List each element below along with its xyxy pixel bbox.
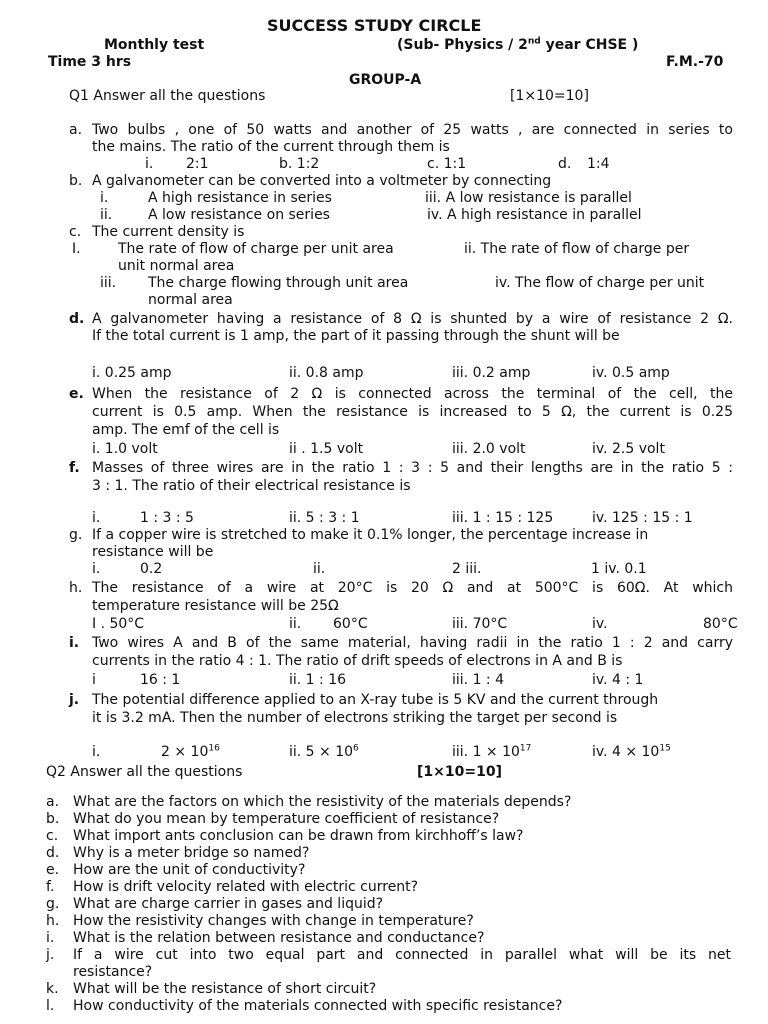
q2-item-text: What are charge carrier in gases and liquid?	[73, 896, 384, 912]
q1c-opt-iv-cont: normal area	[148, 292, 233, 308]
q1e-opt-iii: iii. 2.0 volt	[452, 441, 526, 457]
q1c-opt-iii-num: iii.	[100, 275, 117, 291]
q1-heading: Q1 Answer all the questions	[69, 88, 266, 104]
q2-item-text: What are the factors on which the resistivity of the materials depends?	[73, 794, 572, 810]
q1f-text-1: Masses of three wires are in the ratio 1 : 3 : 5 and their lengths are in the ratio 5 :	[92, 460, 733, 476]
subject-post: year CHSE )	[540, 37, 639, 53]
q1a-opt-d: d.	[558, 156, 572, 172]
q1d-opt-iii: iii. 0.2 amp	[452, 365, 531, 381]
q1j-opt-i-base: 2 × 10	[161, 744, 209, 760]
q1e-opt-ii: ii . 1.5 volt	[289, 441, 364, 457]
q2-item-label: k.	[46, 981, 59, 997]
q1h-opt-iv: 80°C	[703, 616, 738, 632]
q1j-label: j.	[69, 692, 80, 708]
q1b-opt-i: A high resistance in series	[148, 190, 332, 206]
q2-item-label: e.	[46, 862, 60, 878]
q1b-opt-iii: iii. A low resistance is parallel	[425, 190, 632, 206]
q1j-opt-iii-exp: 17	[519, 743, 532, 754]
q1e-label: e.	[69, 386, 84, 402]
q1a-opt-i-val: 2:1	[186, 156, 209, 172]
q2-item-text: What import ants conclusion can be drawn from kirchhoff’s law?	[73, 828, 524, 844]
q1h-text-1: The resistance of a wire at 20°C is 20 Ω and at 500°C is 60Ω. At which	[92, 580, 733, 596]
q2-item-label: f.	[46, 879, 55, 895]
q2-item-text: How conductivity of the materials connected with specific resistance?	[73, 998, 563, 1014]
q1h-opt-iii: iii. 70°C	[452, 616, 508, 632]
q1j-opt-iii	[452, 744, 531, 761]
q1j-opt-iii-base: iii. 1 × 10	[452, 744, 520, 760]
q2-item-label: h.	[46, 913, 60, 929]
group-heading: GROUP-A	[349, 72, 422, 88]
q2-item-label: a.	[46, 794, 60, 810]
q1a-opt-d-val: 1:4	[587, 156, 610, 172]
q1b-opt-iv: iv. A high resistance in parallel	[427, 207, 642, 223]
q1b-opt-i-num: i.	[100, 190, 109, 206]
q2-item-label: b.	[46, 811, 60, 827]
q2-item-text: How is drift velocity related with electric current?	[73, 879, 419, 895]
q1g-opt-i: 0.2	[140, 561, 163, 577]
q1c-opt-iv: iv. The flow of charge per unit	[495, 275, 705, 291]
q1i-text-1: Two wires A and B of the same material, having radii in the ratio 1 : 2 and carry	[92, 635, 733, 651]
q1i-opt-ii: ii. 1 : 16	[289, 672, 347, 688]
q1f-label: f.	[69, 460, 80, 476]
q1d-opt-iv: iv. 0.5 amp	[592, 365, 670, 381]
q1b-opt-ii: A low resistance on series	[148, 207, 330, 223]
q1h-label: h.	[69, 580, 83, 596]
q1h-opt-i: I . 50°C	[92, 616, 145, 632]
q2-item-text: How the resistivity changes with change in temperature?	[73, 913, 474, 929]
test-type: Monthly test	[104, 37, 205, 53]
q1i-opt-i: 16 : 1	[140, 672, 181, 688]
q1c-text: The current density is	[92, 224, 245, 240]
q1i-label: i.	[69, 635, 80, 651]
q1c-opt-i-cont: unit normal area	[118, 258, 235, 274]
q1f-opt-iv: iv. 125 : 15 : 1	[592, 510, 693, 526]
q2-item-label: i.	[46, 930, 55, 946]
q1e-opt-i: i. 1.0 volt	[92, 441, 158, 457]
q1f-text-2: 3 : 1. The ratio of their electrical resistance is	[92, 478, 411, 494]
q1c-opt-i-num: I.	[72, 241, 81, 257]
q1g-text-2: resistance will be	[92, 544, 214, 560]
q1i-opt-iv: iv. 4 : 1	[592, 672, 644, 688]
q1e-text-3: amp. The emf of the cell is	[92, 422, 280, 438]
q1a-text-1: Two bulbs , one of 50 watts and another of 25 watts , are connected in series to	[92, 122, 733, 138]
q2-marks: [1×10=10]	[417, 764, 502, 780]
q1c-opt-ii: ii. The rate of flow of charge per	[464, 241, 690, 257]
q1b-opt-ii-num: ii.	[100, 207, 113, 223]
q1j-opt-ii-base: ii. 5 × 10	[289, 744, 354, 760]
q1g-opt-i-num: i.	[92, 561, 101, 577]
q1h-text-2: temperature resistance will be 25Ω	[92, 598, 339, 614]
q1g-opt-ii-num: ii.	[313, 561, 326, 577]
q2-item-label: d.	[46, 845, 60, 861]
q1g-opt-ii-iii: 2 iii.	[452, 561, 482, 577]
q1f-opt-i-num: i.	[92, 510, 101, 526]
q1a-text-2: the mains. The ratio of the current through them is	[92, 139, 450, 155]
q1b-label: b.	[69, 173, 83, 189]
q1b-text: A galvanometer can be converted into a voltmeter by connecting	[92, 173, 552, 189]
q1d-opt-i: i. 0.25 amp	[92, 365, 172, 381]
q1a-opt-c: c. 1:1	[427, 156, 467, 172]
q1f-opt-ii: ii. 5 : 3 : 1	[289, 510, 360, 526]
q1a-opt-b: b. 1:2	[279, 156, 320, 172]
q1j-opt-iv	[592, 744, 671, 761]
q1d-text-2: If the total current is 1 amp, the part of it passing through the shunt will be	[92, 328, 620, 344]
q2-item-text: Why is a meter bridge so named?	[73, 845, 310, 861]
q2-item-label: g.	[46, 896, 60, 912]
q1g-text-1: If a copper wire is stretched to make it 0.1% longer, the percentage increase in	[92, 527, 649, 543]
q1a-opt-i: i.	[145, 156, 154, 172]
q2-item-text: resistance?	[73, 964, 153, 980]
q1c-opt-iii: The charge flowing through unit area	[148, 275, 409, 291]
q1j-opt-i-exp: 16	[208, 743, 220, 754]
q1e-text-1: When the resistance of 2 Ω is connected across the terminal of the cell, the	[92, 386, 733, 402]
q1e-text-2: current is 0.5 amp. When the resistance is increased to 5 Ω, the current is 0.25	[92, 404, 733, 420]
subject-pre: (Sub- Physics / 2	[397, 37, 528, 53]
subject-sup: nd	[527, 36, 541, 47]
q1h-opt-iv-num: iv.	[592, 616, 608, 632]
q1j-opt-i-num: i.	[92, 744, 101, 760]
q1d-opt-ii: ii. 0.8 amp	[289, 365, 364, 381]
q1j-opt-ii	[289, 744, 359, 761]
q1j-opt-ii-exp: 6	[353, 743, 359, 754]
q1i-opt-i-num: i	[92, 672, 96, 688]
q2-heading: Q2 Answer all the questions	[46, 764, 243, 780]
q1j-text-2: it is 3.2 mA. Then the number of electrons striking the target per second is	[92, 710, 618, 726]
q1f-opt-iii: iii. 1 : 15 : 125	[452, 510, 554, 526]
q1g-opt-iii-iv: 1 iv. 0.1	[591, 561, 647, 577]
q1d-text-1: A galvanometer having a resistance of 8 Ω is shunted by a wire of resistance 2 Ω.	[92, 311, 733, 327]
q1d-label: d.	[69, 311, 85, 327]
q2-item-label: c.	[46, 828, 59, 844]
q1i-text-2: currents in the ratio 4 : 1. The ratio of drift speeds of electrons in A and B is	[92, 653, 623, 669]
q2-item-label: l.	[46, 998, 55, 1014]
q1j-text-1: The potential difference applied to an X-ray tube is 5 KV and the current through	[92, 692, 659, 708]
q1j-opt-iv-exp: 15	[659, 743, 671, 754]
subject-line	[397, 37, 638, 54]
q1c-opt-i: The rate of flow of charge per unit area	[118, 241, 394, 257]
q1j-opt-iv-base: iv. 4 × 10	[592, 744, 660, 760]
q1-marks: [1×10=10]	[510, 88, 589, 104]
q1c-label: c.	[69, 224, 82, 240]
q1j-opt-i	[161, 744, 220, 761]
q1h-opt-ii: 60°C	[333, 616, 368, 632]
q2-item-text: If a wire cut into two equal part and connected in parallel what will be its net	[73, 947, 731, 963]
q1i-opt-iii: iii. 1 : 4	[452, 672, 505, 688]
q2-item-text: What is the relation between resistance and conductance?	[73, 930, 485, 946]
full-marks: F.M.-70	[666, 54, 724, 70]
q2-item-label: j.	[46, 947, 55, 963]
q1g-label: g.	[69, 527, 83, 543]
q1a-label: a.	[69, 122, 83, 138]
time-allowed: Time 3 hrs	[48, 54, 132, 70]
q2-item-text: What do you mean by temperature coefficient of resistance?	[73, 811, 500, 827]
page-title: SUCCESS STUDY CIRCLE	[267, 16, 482, 35]
q2-item-text: What will be the resistance of short circuit?	[73, 981, 377, 997]
q1h-opt-ii-num: ii.	[289, 616, 302, 632]
q1f-opt-i: 1 : 3 : 5	[140, 510, 194, 526]
q2-item-text: How are the unit of conductivity?	[73, 862, 306, 878]
q1e-opt-iv: iv. 2.5 volt	[592, 441, 665, 457]
